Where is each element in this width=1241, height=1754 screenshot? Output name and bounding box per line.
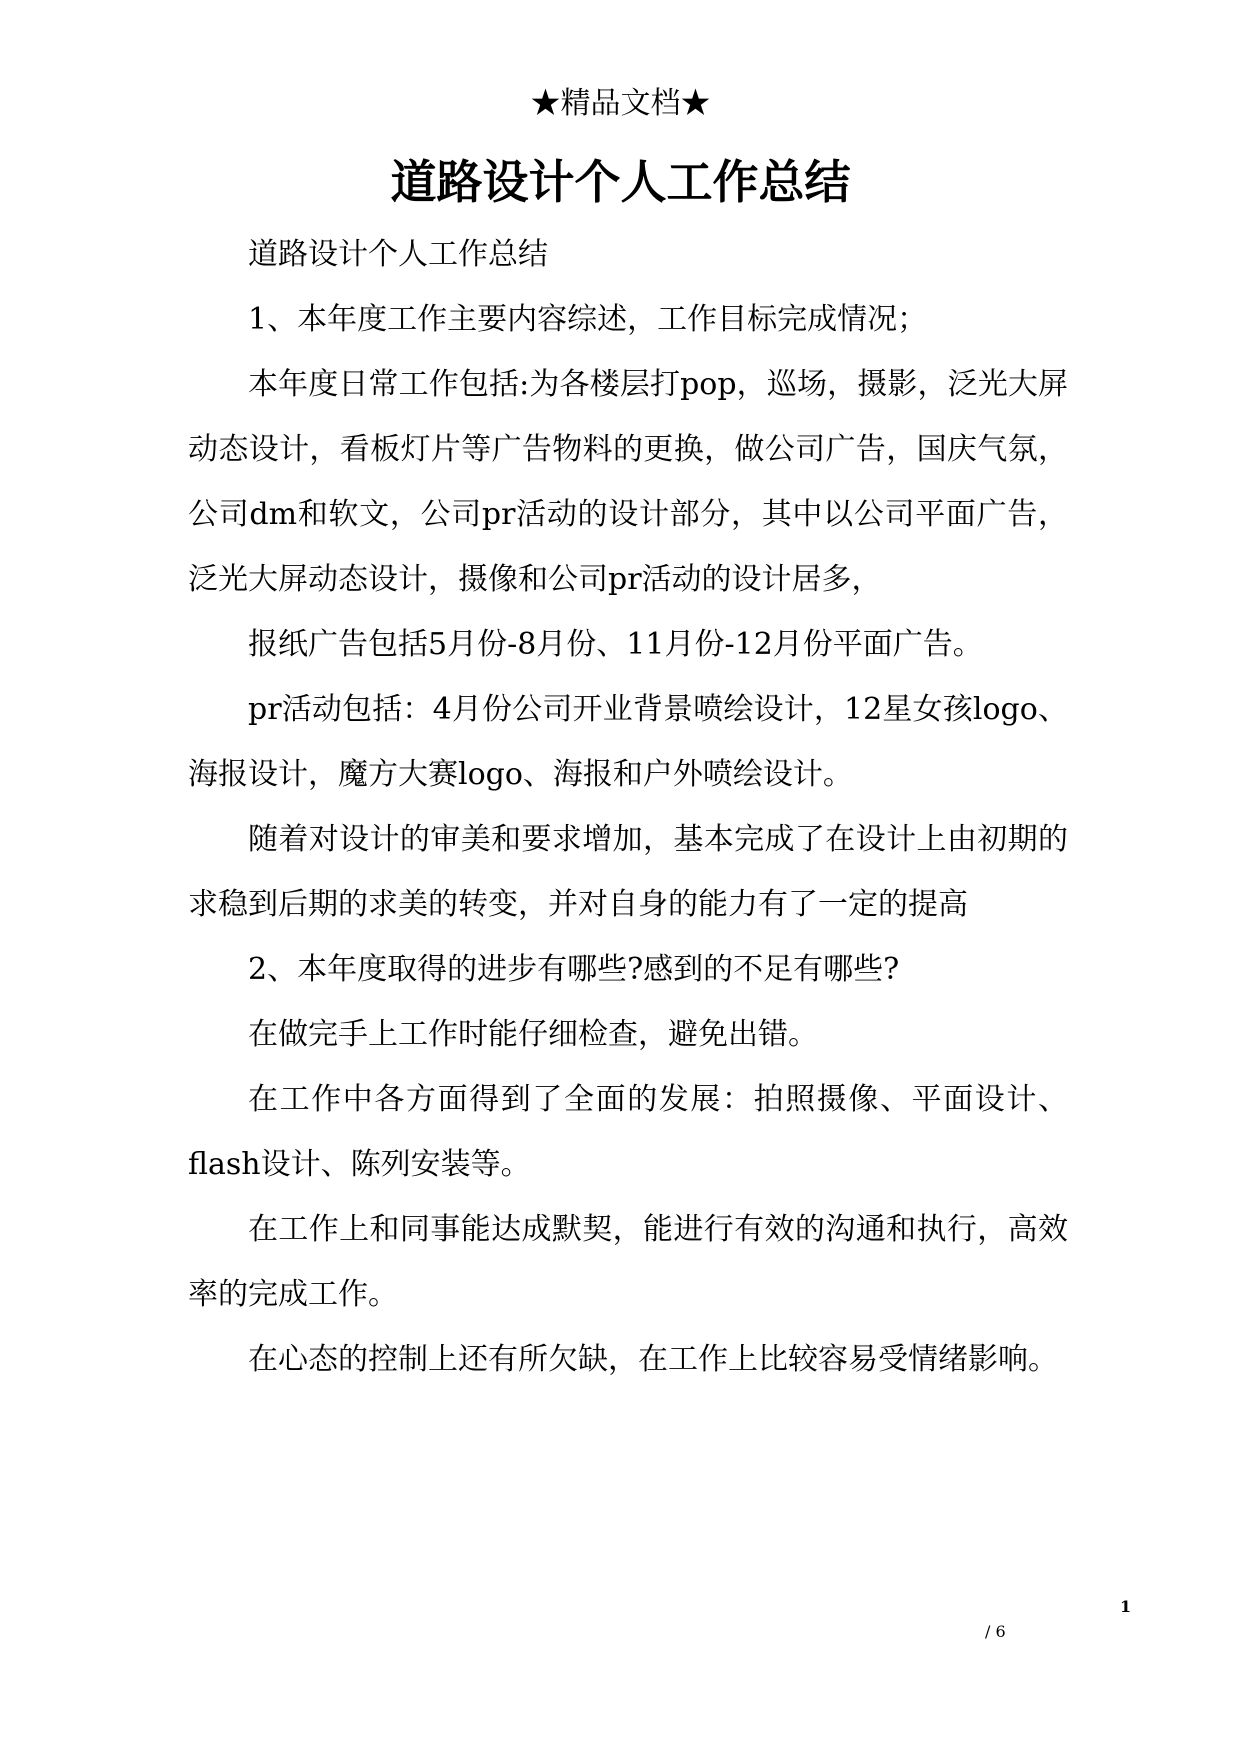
paragraph: pr活动包括：4月份公司开业背景喷绘设计，12星女孩logo、海报设计，魔方大赛logo、海报和户外喷绘设计。 xyxy=(188,692,1068,792)
paragraph: 本年度日常工作包括:为各楼层打pop，巡场，摄影，泛光大屏动态设计，看板灯片等广告物料的更换，做公司广告，国庆气氛，公司dm和软文，公司pr活动的设计部分，其中以公司平面广告，泛光大屏动态设计，摄像和公司pr活动的设计居多， xyxy=(188,367,1068,597)
paragraph: 1、本年度工作主要内容综述，工作目标完成情况； xyxy=(248,302,928,337)
paragraph: 在工作上和同事能达成默契，能进行有效的沟通和执行，高效率的完成工作。 xyxy=(188,1212,1068,1312)
paragraph: 随着对设计的审美和要求增加，基本完成了在设计上由初期的求稳到后期的求美的转变，并对自身的能力有了一定的提高 xyxy=(188,822,1068,922)
document-body xyxy=(188,222,1068,1392)
paragraph: 道路设计个人工作总结 xyxy=(248,237,548,272)
paragraph: 在工作中各方面得到了全面的发展：拍照摄像、平面设计、flash设计、陈列安装等。 xyxy=(188,1082,1068,1182)
page-total: / 6 xyxy=(985,1622,1006,1641)
paragraph: 2、本年度取得的进步有哪些?感到的不足有哪些? xyxy=(248,952,900,987)
document-title: 道路设计个人工作总结 xyxy=(390,155,851,209)
page-header: ★精品文档★ xyxy=(530,86,711,121)
paragraph: 报纸广告包括5月份-8月份、11月份-12月份平面广告。 xyxy=(248,627,983,662)
paragraph: 在做完手上工作时能仔细检查，避免出错。 xyxy=(248,1017,818,1052)
page-number: 1 xyxy=(1120,1597,1132,1616)
paragraph: 在心态的控制上还有所欠缺，在工作上比较容易受情绪影响。 xyxy=(248,1342,1058,1377)
